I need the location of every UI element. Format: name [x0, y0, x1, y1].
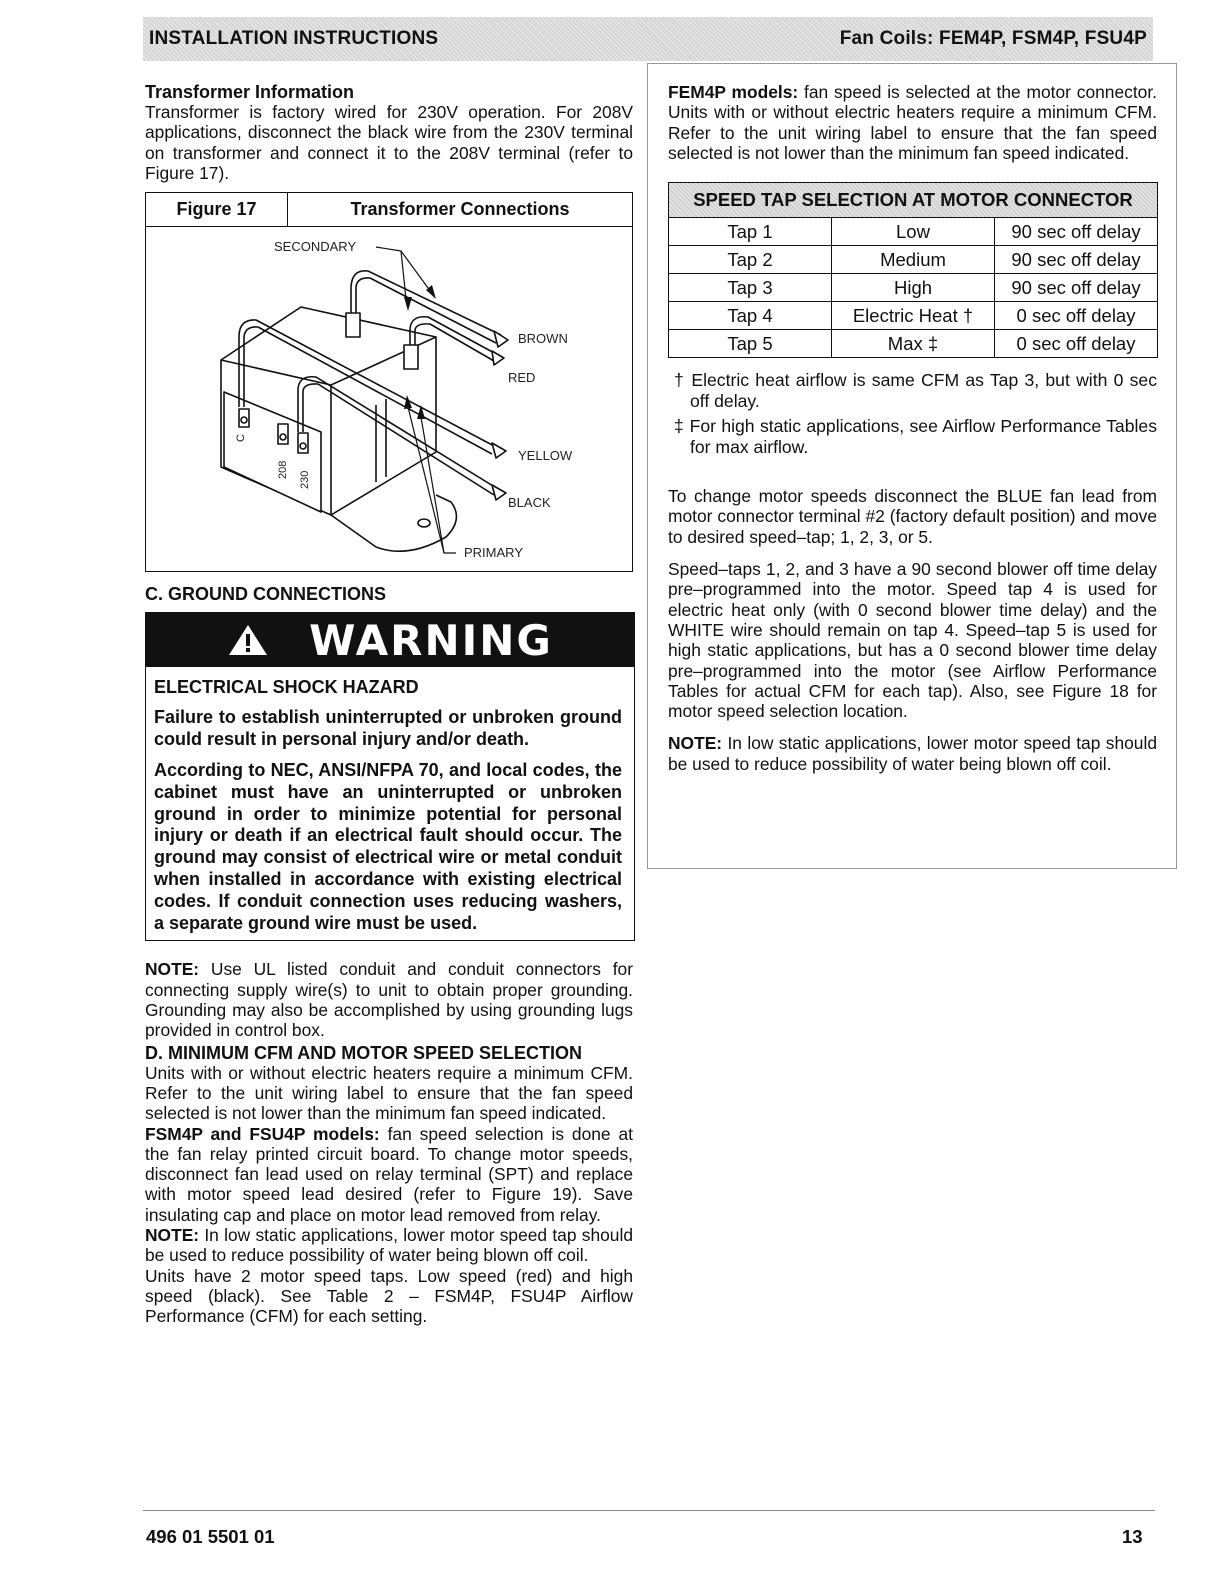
warning-banner [146, 613, 634, 667]
left-column [145, 82, 633, 1327]
transformer-text: Transformer is factory wired for 230V operation. For 208V applications, disconnect the black wire from the 230V terminal on transformer and connect it to the 208V terminal (refer to Figure 17). [145, 102, 633, 183]
table-cell: Tap 2 [669, 246, 832, 274]
label-red: RED [508, 370, 536, 386]
table-cell: Electric Heat † [832, 302, 995, 330]
table-cell: 0 sec off delay [995, 330, 1158, 358]
table-row [669, 274, 1158, 302]
label-c: C [235, 434, 247, 443]
table-row [669, 302, 1158, 330]
document-number: 496 01 5501 01 [146, 1526, 275, 1547]
ground-note-text: Use UL listed conduit and conduit connectors for connecting supply wire(s) to unit to obtain proper grounding. Grounding may also be accomplished by using grounding lugs provided in control box. [145, 959, 633, 1041]
table-cell: Tap 4 [669, 302, 832, 330]
figure-title: Transformer Connections [350, 199, 570, 220]
fem-models-text: fan speed is selected at the motor connector. Units with or without electric heaters require a minimum CFM. Refer to the unit wiring label to ensure that the fan speed selected is not lower than the minimum fan speed indicated. [668, 82, 1157, 163]
ground-note-label: NOTE: [145, 959, 200, 980]
speed-tap-table-title: SPEED TAP SELECTION AT MOTOR CONNECTOR [669, 183, 1158, 218]
ground-connections-heading: C. GROUND CONNECTIONS [145, 584, 387, 605]
min-cfm-text: Units with or without electric heaters require a minimum CFM. Refer to the unit wiring label to ensure that the fan speed selected is not lower than the minimum fan speed indicated. [145, 1062, 633, 1124]
table-cell: Max ‡ [832, 330, 995, 358]
warning-paragraph-2: According to NEC, ANSI/NFPA 70, and local codes, the cabinet must have an uninterrupted or unbroken ground in order to minimize potential for personal injury or death if an electrical fault should occur. The ground may consist of electrical wire or metal conduit when installed in accordance with existing electrical codes. If conduit connection uses reducing washers, a separate ground wire must be used. [154, 760, 622, 933]
warning-label: WARNING [309, 615, 553, 665]
label-208: 208 [277, 460, 289, 480]
figure-17 [145, 192, 633, 572]
speed-tap-table [668, 182, 1158, 358]
table-cell: Low [832, 218, 995, 246]
footnote-electric-heat: † Electric heat airflow is same CFM as Tap 3, but with 0 sec off delay. [674, 370, 1157, 412]
left-low-static-note [145, 1225, 633, 1266]
table-cell: Tap 5 [669, 330, 832, 358]
right-note-text: In low static applications, lower motor speed tap should be used to reduce possibility of water being blown off coil. [668, 733, 1157, 774]
fsm-models-paragraph [145, 1124, 633, 1225]
figure-number: Figure 17 [146, 193, 288, 226]
table-cell: 90 sec off delay [995, 274, 1158, 302]
table-cell: High [832, 274, 995, 302]
right-low-static-note [668, 733, 1157, 774]
warning-paragraph-1: Failure to establish uninterrupted or unbroken ground could result in personal injury and/or death. [154, 707, 622, 750]
header-left-title: INSTALLATION INSTRUCTIONS [149, 28, 439, 49]
footnote-max-airflow: ‡ For high static applications, see Airflow Performance Tables for max airflow. [674, 416, 1157, 458]
change-speed-text: To change motor speeds disconnect the BLUE fan lead from motor connector terminal #2 (factory default position) and move to desired speed–tap; 1, 2, 3, or 5. [668, 486, 1157, 547]
page-header-bar [143, 17, 1153, 61]
speed-taps-text: Speed–taps 1, 2, and 3 have a 90 second blower off time delay pre–programmed into the motor. Speed tap 4 is used for electric heat only (with 0 second blower time delay) and the WHITE wire should remain on tap 4. Speed–tap 5 is used for high static applications, but has a 0 second blower time delay pre–programmed into the motor (see Airflow Performance Tables for actual CFM for each tap). Also, see Figure 18 for motor speed selection location. [668, 559, 1157, 722]
page-number: 13 [1122, 1526, 1143, 1547]
fsm-models-text: fan speed selection is done at the fan relay printed circuit board. To change motor speeds, disconnect fan lead used on relay terminal (SPT) and replace with motor speed lead desired (refer to Figure 19). Save insulating cap and place on motor lead removed from relay. [145, 1123, 633, 1225]
right-column [668, 82, 1157, 774]
label-primary: PRIMARY [464, 545, 523, 561]
header-right-title: Fan Coils: FEM4P, FSM4P, FSU4P [839, 28, 1147, 49]
table-cell: Tap 3 [669, 274, 832, 302]
fem-models-paragraph [668, 82, 1157, 163]
transformer-illustration [146, 227, 631, 571]
figure-header [146, 193, 632, 227]
transformer-heading: Transformer Information [145, 82, 355, 102]
label-230: 230 [299, 470, 311, 490]
label-yellow: YELLOW [518, 448, 573, 464]
left-note-text: In low static applications, lower motor speed tap should be used to reduce possibility of water being blown off coil. [145, 1225, 633, 1266]
transformer-diagram [146, 227, 632, 571]
warning-content [146, 667, 634, 940]
warning-triangle-icon [227, 623, 269, 657]
table-row [669, 218, 1158, 246]
footer-divider [143, 1510, 1155, 1511]
warning-title: ELECTRICAL SHOCK HAZARD [154, 677, 419, 698]
ground-note [145, 959, 633, 1040]
min-cfm-heading: D. MINIMUM CFM AND MOTOR SPEED SELECTION [145, 1042, 583, 1063]
fsm-models-label: FSM4P and FSU4P models: [145, 1123, 380, 1144]
right-note-label: NOTE: [668, 733, 723, 754]
table-row [669, 330, 1158, 358]
motor-taps-text: Units have 2 motor speed taps. Low speed (red) and high speed (black). See Table 2 – FSM4P, FSU4P Airflow Performance (CFM) for each setting. [145, 1265, 633, 1327]
warning-box [145, 612, 635, 941]
table-cell: 0 sec off delay [995, 302, 1158, 330]
label-black: BLACK [508, 495, 551, 511]
table-cell: 90 sec off delay [995, 218, 1158, 246]
table-cell: Medium [832, 246, 995, 274]
table-cell: 90 sec off delay [995, 246, 1158, 274]
label-secondary: SECONDARY [274, 239, 357, 255]
fem-models-label: FEM4P models: [668, 82, 799, 102]
table-row [669, 246, 1158, 274]
left-note-label: NOTE: [145, 1225, 200, 1246]
label-brown: BROWN [518, 331, 568, 347]
table-cell: Tap 1 [669, 218, 832, 246]
